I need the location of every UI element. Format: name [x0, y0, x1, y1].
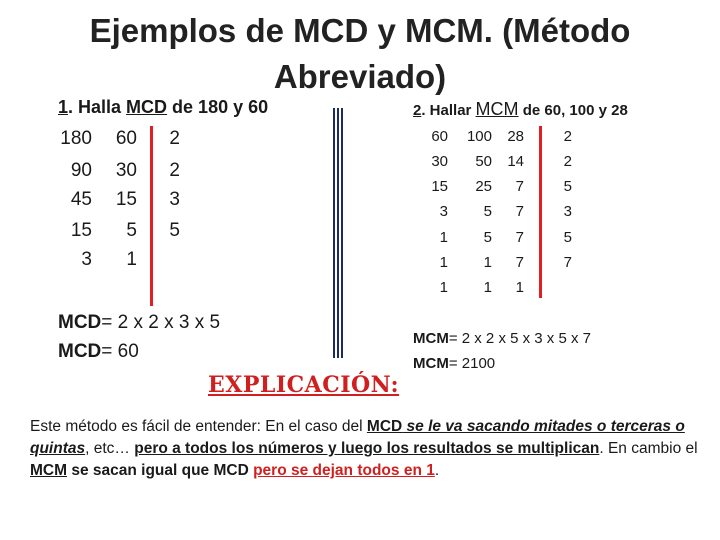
divisor: 3: [563, 203, 572, 220]
dividend-b: 5: [126, 220, 137, 241]
mcd-division-table: [40, 128, 200, 278]
right-heading-pre: . Hallar: [421, 102, 476, 119]
expl-part-4: , etc…: [85, 440, 135, 457]
expl-part-10: .: [434, 462, 440, 479]
value-a: 1: [439, 229, 448, 246]
expl-mcm: MCM: [30, 462, 68, 479]
right-heading-post: de 60, 100 y 28: [518, 102, 628, 119]
title-line-1: Ejemplos de MCD y MCM. (Método: [89, 12, 631, 49]
divisor: 5: [169, 220, 180, 241]
divisor: 5: [563, 229, 572, 246]
expl-part-8: se sacan igual que MCD: [67, 462, 254, 479]
mcm-label: MCM: [413, 330, 449, 347]
mcm-expression: = 2 x 2 x 5 x 3 x 5 x 7: [448, 330, 591, 347]
page-title: [0, 8, 720, 100]
dividend-b: 15: [115, 189, 137, 210]
dividend-a: 45: [70, 189, 92, 210]
right-heading-key: MCM: [475, 99, 519, 119]
column-divider: [333, 108, 335, 358]
left-heading-key: MCD: [126, 97, 168, 117]
divisor: 2: [563, 153, 572, 170]
dividend-a: 180: [60, 128, 92, 149]
mcm-value: = 2100: [448, 355, 496, 372]
divisor: 2: [169, 128, 180, 149]
value-b: 5: [483, 203, 492, 220]
expl-part-6: . En cambio el: [599, 440, 698, 457]
left-heading-post: de 180 y 60: [167, 97, 269, 117]
value-a: 1: [439, 254, 448, 271]
column-divider: [341, 108, 343, 358]
expl-part-5: pero a todos los números y luego los resultados se multiplican: [134, 440, 600, 457]
explanation-title: EXPLICACIÓN:: [208, 372, 400, 398]
table-row: [92, 128, 137, 150]
divisor: 2: [563, 128, 572, 145]
divisor: 3: [169, 189, 180, 210]
value-c: 28: [507, 128, 524, 145]
explanation-paragraph: [30, 416, 698, 482]
expl-part-3: se le va sacando mitades o terceras o quintas: [30, 418, 685, 457]
left-heading-pre: . Halla: [68, 97, 127, 117]
mcm-result-2: [413, 355, 495, 372]
value-c: 7: [515, 254, 524, 271]
value-b: 5: [483, 229, 492, 246]
divisor: 7: [563, 254, 572, 271]
value-b: 100: [466, 128, 492, 145]
mcd-label: MCD: [58, 341, 102, 362]
left-heading: [58, 97, 268, 118]
right-heading: [413, 99, 628, 120]
mcd-result-2: [58, 341, 139, 363]
expl-mcd: MCD: [366, 418, 403, 435]
right-division-line: [539, 126, 542, 298]
expl-part-1: Este método es fácil de entender: En el caso del: [30, 418, 367, 435]
value-c: 7: [515, 203, 524, 220]
mcm-division-table: [418, 128, 578, 298]
divisor: 2: [169, 160, 180, 181]
value-a: 60: [431, 128, 448, 145]
column-divider: [337, 108, 339, 358]
value-a: 1: [439, 279, 448, 296]
title-line-2: Abreviado): [273, 58, 447, 95]
value-c: 14: [507, 153, 524, 170]
mcd-label: MCD: [58, 312, 102, 333]
dividend-b: 60: [115, 128, 137, 149]
right-heading-number: 2: [413, 102, 422, 119]
mcd-value: = 60: [101, 341, 139, 362]
value-c: 1: [515, 279, 524, 296]
left-heading-number: 1: [58, 97, 69, 117]
value-c: 7: [515, 178, 524, 195]
value-b: 1: [483, 279, 492, 296]
table-row: [40, 128, 92, 150]
mcm-label: MCM: [413, 355, 449, 372]
dividend-b: 1: [126, 249, 137, 270]
value-b: 1: [483, 254, 492, 271]
dividend-a: 3: [81, 249, 92, 270]
mcm-result-1: [413, 330, 591, 347]
dividend-a: 15: [70, 220, 92, 241]
mcd-expression: = 2 x 2 x 3 x 5: [101, 312, 221, 333]
value-a: 15: [431, 178, 448, 195]
value-b: 50: [475, 153, 492, 170]
value-a: 3: [439, 203, 448, 220]
value-c: 7: [515, 229, 524, 246]
expl-part-9: pero se dejan todos en 1: [253, 462, 435, 479]
dividend-b: 30: [115, 160, 137, 181]
value-a: 30: [431, 153, 448, 170]
left-division-line: [150, 126, 153, 306]
mcd-result-1: [58, 312, 220, 334]
dividend-a: 90: [70, 160, 92, 181]
divisor: 5: [563, 178, 572, 195]
value-b: 25: [475, 178, 492, 195]
